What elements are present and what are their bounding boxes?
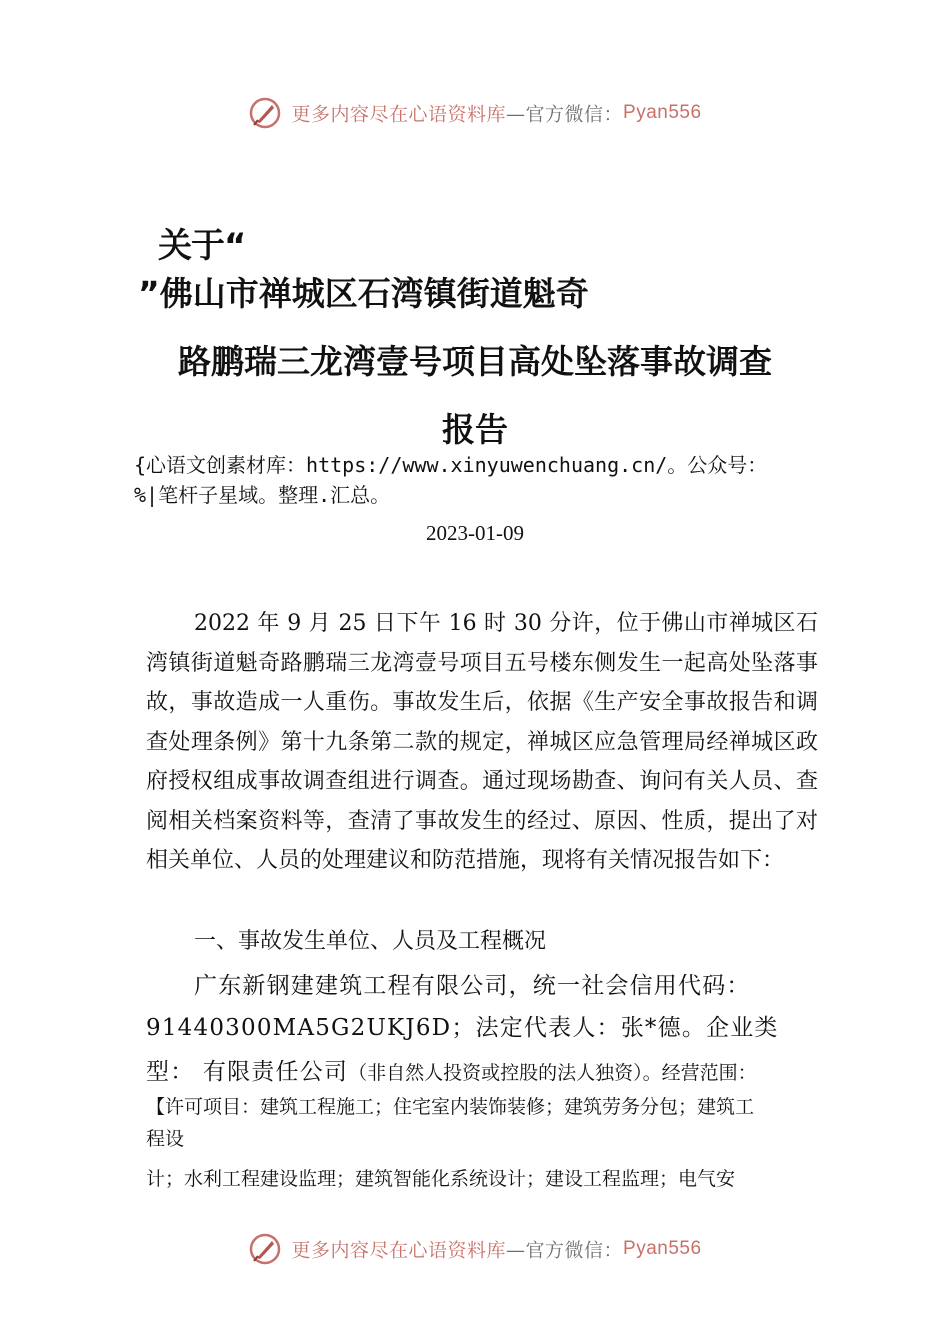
company-line-1: 广东新钢建建筑工程有限公司，统一社会信用代码： xyxy=(194,973,751,999)
company-line-4: 【许可项目：建筑工程施工；住宅室内装饰装修；建筑劳务分包；建筑工 xyxy=(146,1096,755,1118)
intro-paragraph: 2022 年 9 月 25 日下午 16 时 30 分许，位于佛山市禅城区石湾镇街道魁奇路鹏瑞三龙湾壹号项目五号楼东侧发生一起高处坠落事故，事故造成一人重伤。事故发生后，依据《生产安全事故报告和调查处理条例》第十九条第二款的规定，禅城区应急管理局经禅城区政府授权组成事故调查组进行调查。通过现场勘查、询问有关人员、查阅相关档案资料等，查清了事故发生的经过、原因、性质，提出了对相关单位、人员的处理建议和防范措施，现将有关情况报告如下： xyxy=(146,611,818,873)
header-banner xyxy=(0,96,950,130)
title-line-3: 报告 xyxy=(442,410,508,449)
source-note-line-1: {心语文创素材库：https://www.xinyuwenchuang.cn/。公众号： xyxy=(134,453,768,477)
company-line-5: 程设 xyxy=(146,1128,185,1150)
title-line-2: 路鹏瑞三龙湾壹号项目高处坠落事故调查 xyxy=(178,342,772,381)
footer-banner xyxy=(0,1232,950,1266)
banner-library-text: 更多内容尽在心语资料库 xyxy=(291,103,507,126)
banner-wechat-label: —官方微信： xyxy=(506,1239,624,1262)
company-type: 型： 有限责任公司 xyxy=(146,1059,349,1085)
title-line-1: ”佛山市禅城区石湾镇街道魁奇 xyxy=(138,274,589,313)
report-date: 2023-01-09 xyxy=(426,521,524,545)
company-line-3 xyxy=(146,1052,818,1093)
quill-pen-logo-icon xyxy=(248,96,282,130)
company-line-2: 91440300MA5G2UKJ6D；法定代表人：张*德。企业类 xyxy=(146,1015,779,1041)
banner-library-text: 更多内容尽在心语资料库 xyxy=(291,1239,507,1262)
title-prefix: 关于“ xyxy=(158,226,246,266)
section-1-heading: 一、事故发生单位、人员及工程概况 xyxy=(194,929,547,954)
company-line-6: 计；水利工程建设监理；建筑智能化系统设计；建设工程监理；电气安 xyxy=(146,1168,736,1190)
quill-pen-logo-icon xyxy=(248,1232,282,1266)
source-note-line-2: %|笔杆子星域。整理.汇总。 xyxy=(134,483,391,507)
banner-wechat-id: Pyan556 xyxy=(623,102,702,123)
banner-wechat-label: —官方微信： xyxy=(506,103,624,126)
company-type-detail: （非自然人投资或控股的法人独资）。经营范围： xyxy=(348,1062,757,1084)
banner-wechat-id: Pyan556 xyxy=(623,1238,702,1259)
